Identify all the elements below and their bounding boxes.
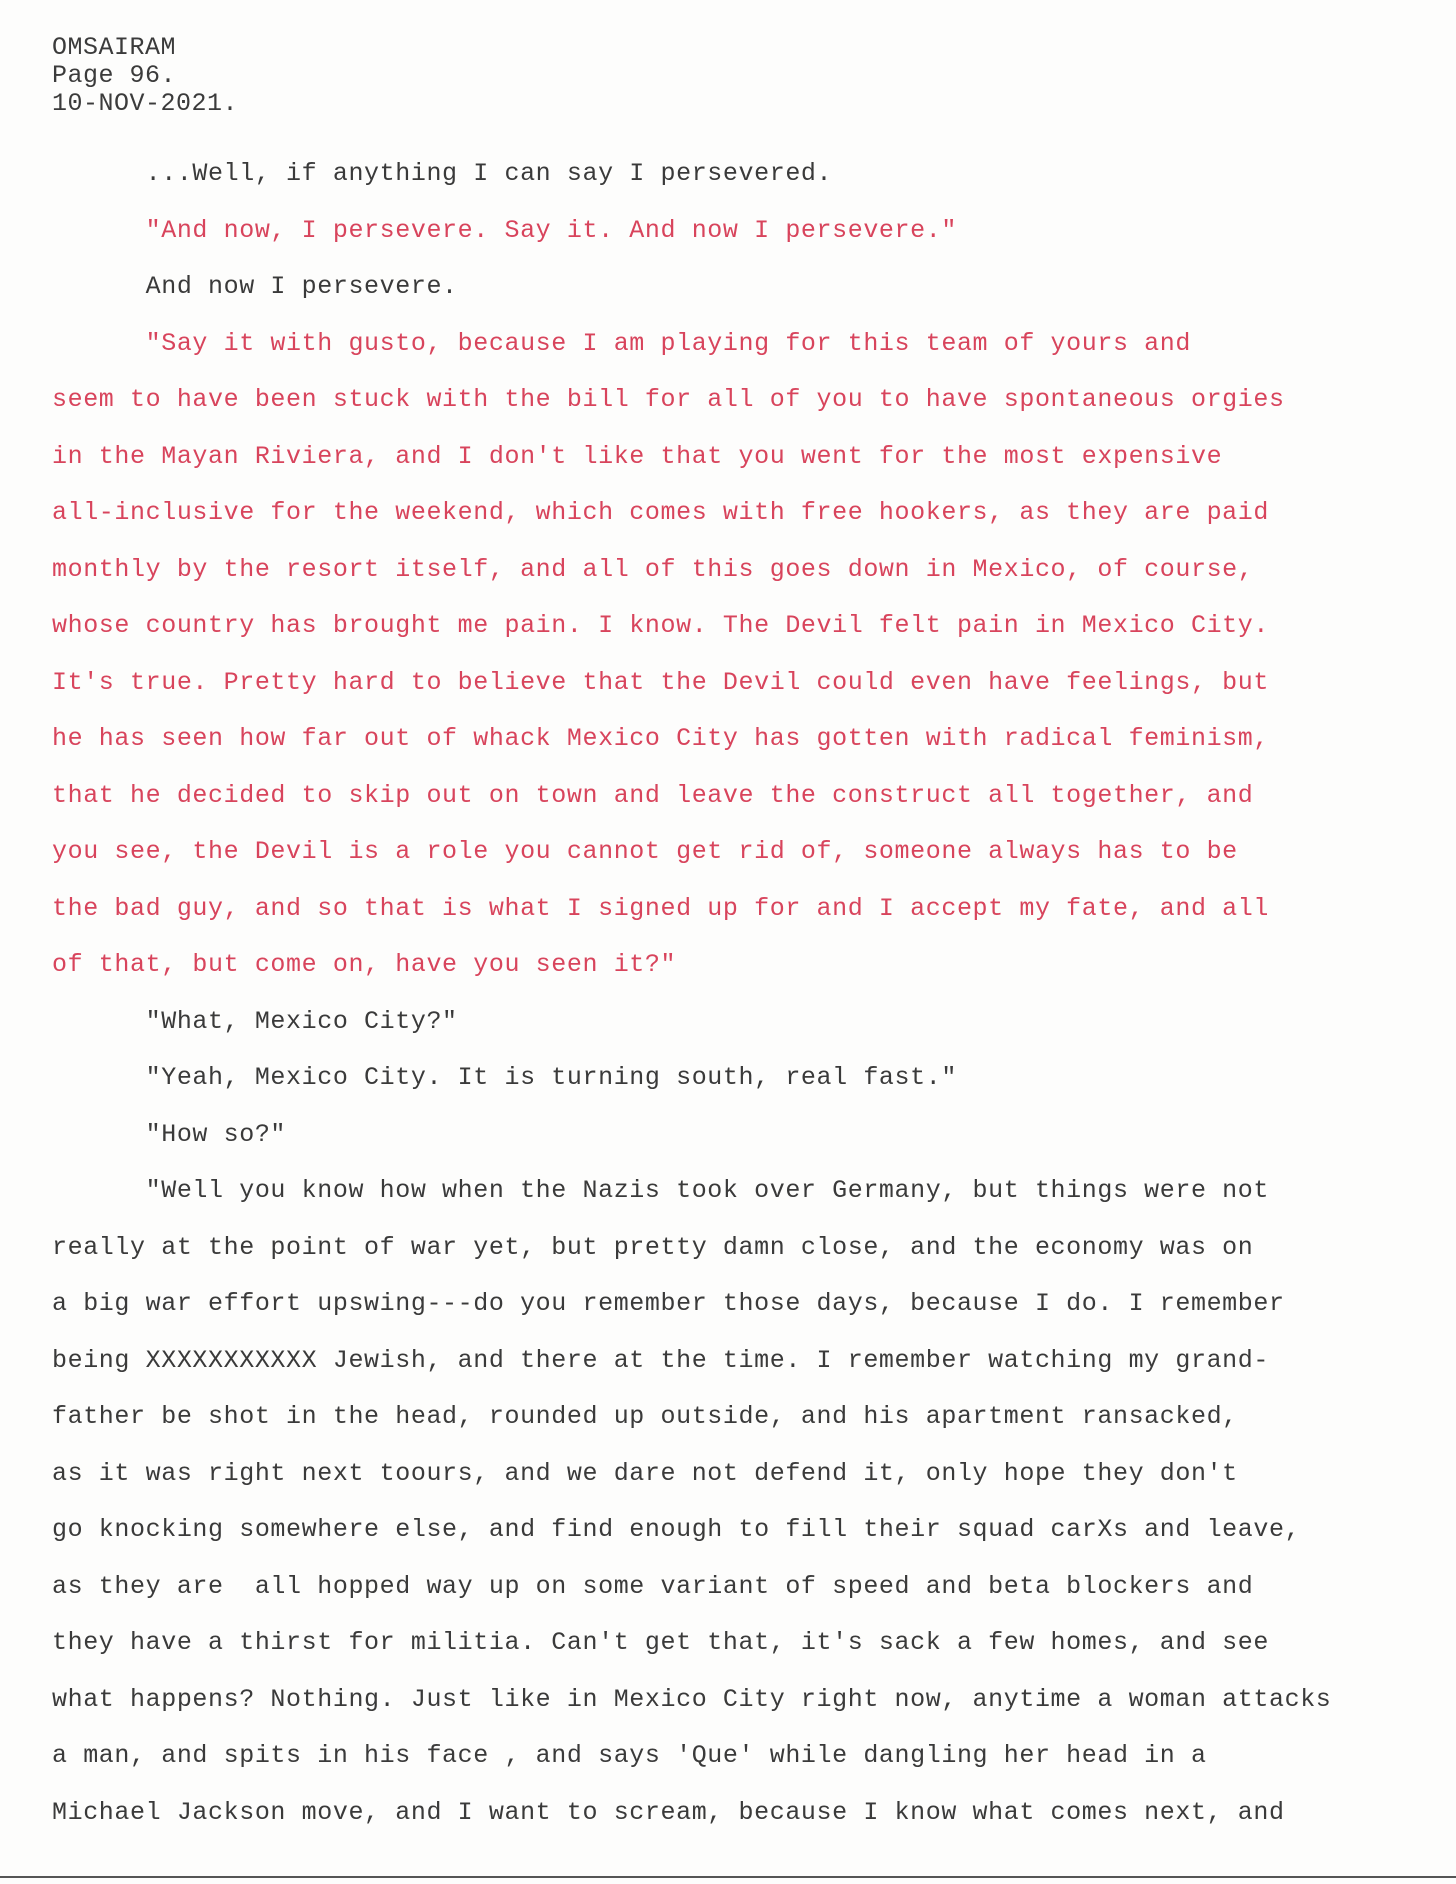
text-line: father be shot in the head, rounded up outside, and his apartment ransacked, [52, 1402, 1238, 1431]
text-line: really at the point of war yet, but pretty damn close, and the economy was on [52, 1232, 1254, 1262]
text-line: as they are all hopped way up on some variant of speed and beta blockers and [52, 1571, 1254, 1601]
text-line: "How so?" [52, 1119, 287, 1149]
text-line: And now I persevere. [52, 272, 458, 301]
text-line: "And now, I persevere. Say it. And now I persevere." [52, 215, 957, 245]
text-line: monthly by the resort itself, and all of this goes down in Mexico, of course, [52, 554, 1254, 584]
text-line: of that, but come on, have you seen it?" [52, 950, 677, 979]
text-line: ...Well, if anything I can say I persevered. [52, 159, 833, 188]
text-line: you see, the Devil is a role you cannot get rid of, someone always has to be [52, 837, 1238, 866]
text-line: go knocking somewhere else, and find enough to fill their squad carXs and leave, [52, 1515, 1301, 1544]
header-title: OMSAIRAM [52, 33, 177, 62]
text-line: whose country has brought me pain. I know. The Devil felt pain in Mexico City. [52, 611, 1269, 640]
page-bottom-edge [0, 1876, 1456, 1878]
text-line: "Say it with gusto, because I am playing for this team of yours and [52, 328, 1191, 358]
text-line: seem to have been stuck with the bill for all of you to have spontaneous orgies [52, 385, 1285, 414]
text-line: they have a thirst for militia. Can't get that, it's sack a few homes, and see [52, 1628, 1269, 1657]
text-line: what happens? Nothing. Just like in Mexico City right now, anytime a woman attacks [52, 1684, 1332, 1714]
text-line: It's true. Pretty hard to believe that the Devil could even have feelings, but [52, 667, 1269, 697]
body-text [52, 146, 1452, 1841]
text-line: "Well you know how when the Nazis took over Germany, but things were not [52, 1176, 1269, 1205]
text-line: the bad guy, and so that is what I signed up for and I accept my fate, and all [52, 893, 1269, 923]
text-line: in the Mayan Riviera, and I don't like that you went for the most expensive [52, 441, 1223, 471]
text-line: that he decided to skip out on town and leave the construct all together, and [52, 780, 1254, 810]
header-page-number: Page 96. [52, 61, 177, 90]
page-header [52, 34, 238, 118]
header-date: 10-NOV-2021. [52, 89, 239, 118]
text-line: all-inclusive for the weekend, which comes with free hookers, as they are paid [52, 498, 1269, 527]
text-line: "Yeah, Mexico City. It is turning south, real fast." [52, 1063, 957, 1092]
text-line: as it was right next toours, and we dare not defend it, only hope they don't [52, 1458, 1238, 1488]
text-line: a man, and spits in his face , and says 'Que' while dangling her head in a [52, 1741, 1207, 1770]
text-line: a big war effort upswing---do you remember those days, because I do. I remember [52, 1289, 1285, 1318]
text-line: Michael Jackson move, and I want to scream, because I know what comes next, and [52, 1797, 1285, 1827]
text-line: he has seen how far out of whack Mexico City has gotten with radical feminism, [52, 724, 1269, 753]
text-line: "What, Mexico City?" [52, 1006, 458, 1036]
text-line: being XXXXXXXXXXX Jewish, and there at the time. I remember watching my grand- [52, 1345, 1269, 1375]
